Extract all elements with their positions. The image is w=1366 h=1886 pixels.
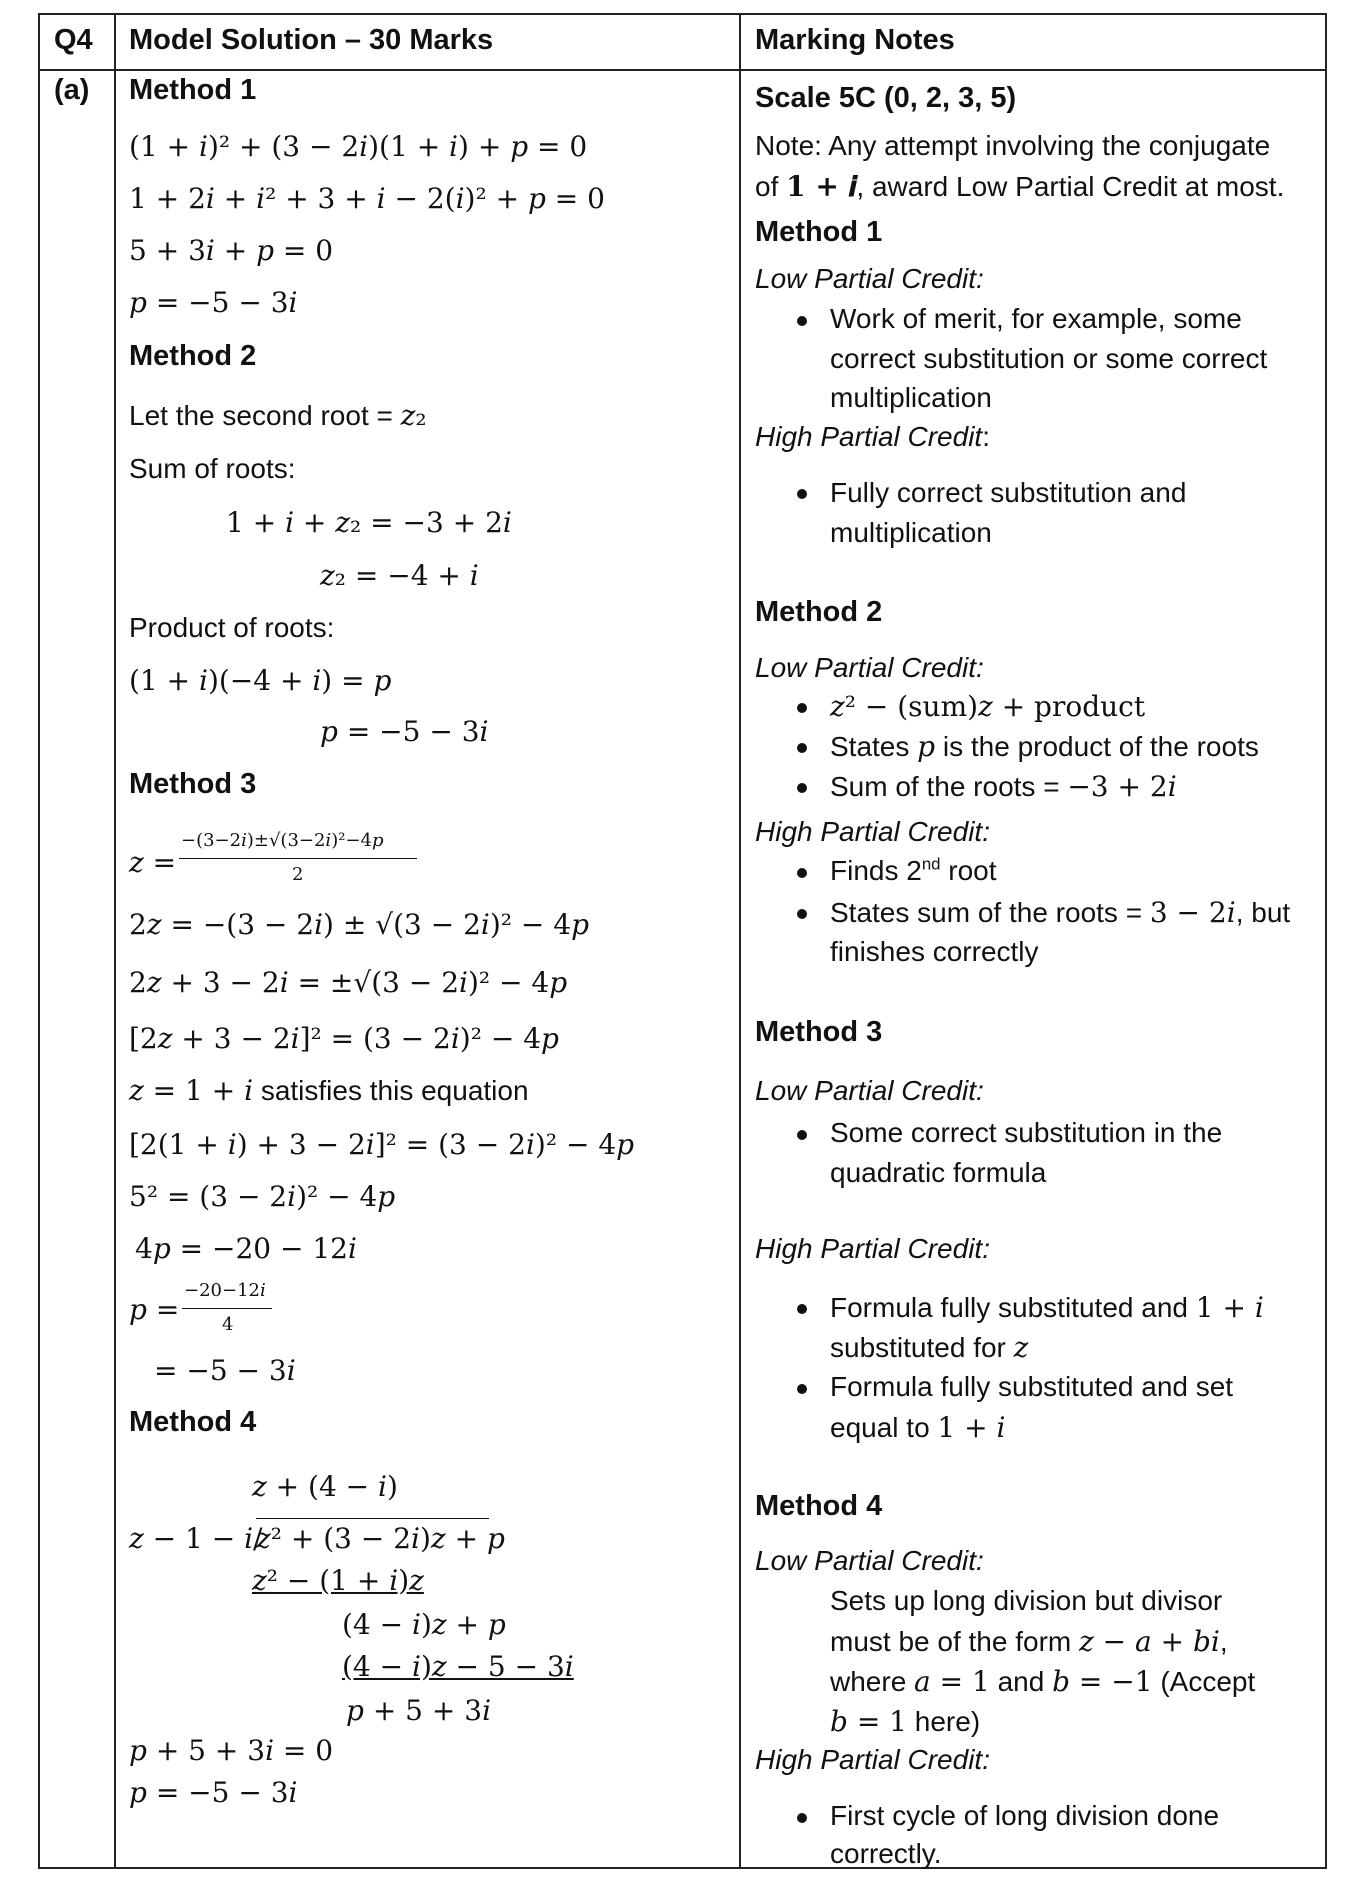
column-divider-1 xyxy=(114,15,116,1867)
notes-m4-low-l3: where 𝑎 = 1 and 𝑏 = −1 (Accept xyxy=(830,1665,1256,1698)
notes-m3-high-bullet-1 xyxy=(797,1304,807,1314)
notes-m4-high-label: High Partial Credit: xyxy=(755,1744,990,1775)
notes-method2-title: Method 2 xyxy=(755,596,883,628)
notes-m3-low-label: Low Partial Credit: xyxy=(755,1075,984,1106)
m3-line-4: 𝑧 = 1 + 𝑖 satisfies this equation xyxy=(129,1074,529,1107)
m3-p-fraction-bar xyxy=(182,1308,272,1309)
notes-m1-low-bullet xyxy=(797,316,807,326)
header-solution: Model Solution – 30 Marks xyxy=(129,24,494,56)
notes-m2-low-b3: Sum of the roots = −3 + 2𝑖 xyxy=(830,770,1177,803)
notes-m4-low-label: Low Partial Credit: xyxy=(755,1545,984,1576)
m3-line-6: 5² = (3 − 2𝑖)² − 4𝑝 xyxy=(129,1180,396,1213)
m1-line-3: 5 + 3𝑖 + 𝑝 = 0 xyxy=(129,234,334,267)
notes-m2-high-bullet-1 xyxy=(797,868,807,878)
m4-quotient: 𝑧 + (4 − 𝑖) xyxy=(252,1470,398,1503)
notes-m3-high-bullet-2 xyxy=(797,1384,807,1394)
m4-dividend: 𝑧² + (3 − 2𝑖)𝑧 + 𝑝 xyxy=(256,1522,505,1555)
column-divider-2 xyxy=(739,15,741,1867)
notes-m3-high-label: High Partial Credit: xyxy=(755,1233,990,1264)
notes-m1-low-label: Low Partial Credit: xyxy=(755,263,984,294)
notes-m1-low-b1-l2: correct substitution or some correct xyxy=(830,343,1268,374)
notes-m4-high-b1-l1: First cycle of long division done xyxy=(830,1800,1220,1831)
m3-p-lhs: 𝑝 = xyxy=(129,1293,180,1326)
notes-m1-high-b1-l1: Fully correct substitution and xyxy=(830,477,1187,508)
notes-m2-high-b2-l1: States sum of the roots = 3 − 2𝑖, but xyxy=(830,896,1291,929)
notes-m3-low-b1-l1: Some correct substitution in the xyxy=(830,1117,1223,1148)
m3-p-numerator: −20−12𝑖 xyxy=(184,1280,266,1301)
notes-m4-high-bullet xyxy=(797,1813,807,1823)
notes-m1-high-bullet xyxy=(797,489,807,499)
notes-method1-title: Method 1 xyxy=(755,216,883,248)
m2-second-root: Let the second root = 𝑧₂ xyxy=(129,399,427,432)
m3-z-lhs: 𝑧 = xyxy=(129,846,177,879)
notes-m3-high-b1-l2: substituted for 𝑧 xyxy=(830,1331,1029,1364)
m3-line-8: = −5 − 3𝑖 xyxy=(154,1354,296,1387)
m3-line-3: [2𝑧 + 3 − 2𝑖]² = (3 − 2𝑖)² − 4𝑝 xyxy=(129,1022,559,1055)
notes-m2-low-bullet-2 xyxy=(797,743,807,753)
m4-step-2: (4 − 𝑖)𝑧 + 𝑝 xyxy=(342,1608,506,1641)
notes-m2-high-bullet-2 xyxy=(797,909,807,919)
m4-result-1: 𝑝 + 5 + 3𝑖 = 0 xyxy=(129,1734,334,1767)
solution-method2-title: Method 2 xyxy=(129,340,257,372)
m3-p-denominator: 4 xyxy=(222,1314,234,1335)
header-q: Q4 xyxy=(54,24,93,56)
notes-m3-low-b1-l2: quadratic formula xyxy=(830,1157,1047,1188)
notes-note-line-1: Note: Any attempt involving the conjugate xyxy=(755,130,1271,161)
notes-m2-low-b2: States 𝑝 is the product of the roots xyxy=(830,730,1259,763)
notes-m3-high-b2-l2: equal to 1 + 𝑖 xyxy=(830,1411,1006,1444)
notes-m3-high-b1-l1: Formula fully substituted and 1 + 𝑖 xyxy=(830,1291,1264,1324)
m2-p-eq: 𝑝 = −5 − 3𝑖 xyxy=(320,715,489,748)
notes-method4-title: Method 4 xyxy=(755,1490,883,1522)
m2-product-label: Product of roots: xyxy=(129,612,335,643)
notes-m1-high-b1-l2: multiplication xyxy=(830,517,992,548)
m3-fraction-bar xyxy=(179,858,417,859)
notes-note-line-2: of 1 + 𝒊, award Low Partial Credit at most. xyxy=(755,170,1285,203)
notes-m2-low-b1: 𝑧² − (sum)𝑧 + product xyxy=(830,690,1146,723)
m4-result-2: 𝑝 = −5 − 3𝑖 xyxy=(129,1776,298,1809)
m2-sum-label: Sum of roots: xyxy=(129,453,296,484)
m2-sum-eq: 1 + 𝑖 + 𝑧₂ = −3 + 2𝑖 xyxy=(226,506,512,539)
header-notes: Marking Notes xyxy=(755,24,955,56)
m4-step-1: 𝑧² − (1 + 𝑖)𝑧 xyxy=(252,1564,424,1597)
notes-m4-low-l1: Sets up long division but divisor xyxy=(830,1585,1223,1616)
notes-m3-low-bullet xyxy=(797,1130,807,1140)
header-divider xyxy=(40,69,1325,71)
notes-m4-high-b1-l2: correctly. xyxy=(830,1838,942,1869)
notes-m1-low-b1-l3: multiplication xyxy=(830,382,992,413)
solution-method3-title: Method 3 xyxy=(129,768,257,800)
m3-line-5: [2(1 + 𝑖) + 3 − 2𝑖]² = (3 − 2𝑖)² − 4𝑝 xyxy=(129,1128,635,1161)
solution-method1-title: Method 1 xyxy=(129,74,257,106)
m3-frac-numerator: −(3−2𝑖)±√(3−2𝑖)²−4𝑝 xyxy=(181,830,384,851)
m3-line-2: 2𝑧 + 3 − 2𝑖 = ±√(3 − 2𝑖)² − 4𝑝 xyxy=(129,966,568,999)
m4-step-3: (4 − 𝑖)𝑧 − 5 − 3𝑖 xyxy=(342,1650,574,1683)
notes-m4-low-l2: must be of the form 𝑧 − 𝑎 + 𝑏𝑖, xyxy=(830,1625,1228,1658)
m3-line-7: 4𝑝 = −20 − 12𝑖 xyxy=(135,1232,357,1265)
notes-m2-low-bullet-3 xyxy=(797,783,807,793)
m1-line-4: 𝑝 = −5 − 3𝑖 xyxy=(129,286,298,319)
notes-m2-high-label: High Partial Credit: xyxy=(755,816,990,847)
solution-method4-title: Method 4 xyxy=(129,1406,257,1438)
notes-method3-title: Method 3 xyxy=(755,1016,883,1048)
notes-scale: Scale 5C (0, 2, 3, 5) xyxy=(755,82,1017,114)
notes-m3-high-b2-l1: Formula fully substituted and set xyxy=(830,1371,1234,1402)
m2-product-eq: (1 + 𝑖)(−4 + 𝑖) = 𝑝 xyxy=(129,664,392,697)
m4-step-4: 𝑝 + 5 + 3𝑖 xyxy=(346,1694,492,1727)
m2-z2-eq: 𝑧₂ = −4 + 𝑖 xyxy=(320,559,479,592)
notes-m2-low-label: Low Partial Credit: xyxy=(755,652,984,683)
m4-divisor: 𝑧 − 1 − 𝑖/ xyxy=(129,1522,263,1555)
notes-m4-low-l4: 𝑏 = 1 here) xyxy=(830,1705,981,1738)
notes-m1-low-b1-l1: Work of merit, for example, some xyxy=(830,303,1242,334)
notes-m2-high-b2-l2: finishes correctly xyxy=(830,936,1039,967)
m3-line-1: 2𝑧 = −(3 − 2𝑖) ± √(3 − 2𝑖)² − 4𝑝 xyxy=(129,908,590,941)
notes-m2-high-b1: Finds 2nd root xyxy=(830,854,997,886)
notes-m1-high-label: High Partial Credit: xyxy=(755,421,990,452)
m1-line-1: (1 + 𝑖)² + (3 − 2𝑖)(1 + 𝑖) + 𝑝 = 0 xyxy=(129,130,588,163)
notes-m2-low-bullet-1 xyxy=(797,703,807,713)
part-label: (a) xyxy=(54,74,90,106)
m3-frac-denominator: 2 xyxy=(292,864,304,885)
m4-division-bar xyxy=(256,1518,489,1519)
m1-line-2: 1 + 2𝑖 + 𝑖² + 3 + 𝑖 − 2(𝑖)² + 𝑝 = 0 xyxy=(129,182,605,215)
